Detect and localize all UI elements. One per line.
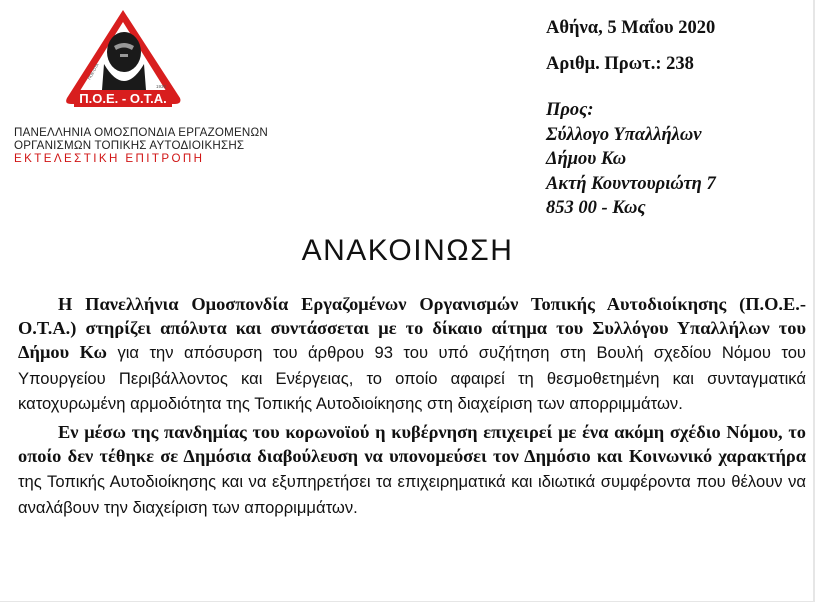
paragraph-2 xyxy=(18,420,806,520)
paragraph-1-bold: Η Πανελλήνια Ομοσπονδία Εργαζομένων Οργανισμών Τοπικής Αυτοδιοίκησης (Π.Ο.Ε.-Ο.Τ.Α.) στηρίζει απόλυτα και συντάσσεται με το δίκαιο αίτημα του Συλλόγου Υπαλλήλων του Δήμου Κω xyxy=(18,294,806,363)
logo-banner-text: Π.Ο.Ε. - Ο.Τ.Α. xyxy=(79,91,167,106)
protocol-number: Αριθμ. Πρωτ.: 238 xyxy=(546,54,694,74)
document-date: Αθήνα, 5 Μαΐου 2020 xyxy=(546,18,716,38)
paragraph-2-text: της Τοπικής Αυτοδιοίκησης και να εξυπηρετήσει τα επιχειρηματικά και ιδιωτικά συμφέροντα που θέλουν να αναλάβουν την διαχείριση των απορριμμάτων. xyxy=(18,472,806,517)
recipient-line-4: 853 00 - Κως xyxy=(546,198,646,218)
paragraph-1-text: για την απόσυρση του άρθρου 93 του υπό συζήτηση στη Βουλή σχεδίου Νόμου του Υπουργείου Περιβάλλοντος και Ενέργειας, το οποίο αφαιρεί τη θεσμοθετημένη και συνταγματικά κατοχυρωμένη αρμοδιότητα της Τοπικής Αυτοδιοίκησης στη διαχείριση των απορριμμάτων. xyxy=(18,343,806,413)
organization-executive-committee: ΕΚΤΕΛΕΣΤΙΚΗ ΕΠΙΤΡΟΠΗ xyxy=(14,152,205,165)
recipient-label: Προς: xyxy=(546,100,594,120)
poe-ota-logo xyxy=(60,6,186,118)
recipient-line-3: Ακτή Κουντουριώτη 7 xyxy=(546,173,716,194)
paragraph-2-bold: Εν μέσω της πανδημίας του κορωνοϊού η κυβέρνηση επιχειρεί με ένα ακόμη σχέδιο Νόμου, το οποίο δεν τέθηκε σε Δημόσια διαβούλευση να υπονομεύσει τον Δημόσιο και Κοινωνικό χαρακτήρα xyxy=(18,422,806,467)
recipient-line-2: Δήμου Κω xyxy=(546,149,627,169)
recipient-block xyxy=(546,98,716,221)
paragraph-1 xyxy=(18,292,806,416)
announcement-body xyxy=(18,292,806,524)
document-title: ΑΝΑΚΟΙΝΩΣΗ xyxy=(301,234,514,267)
organization-line-2: ΟΡΓΑΝΙΣΜΩΝ ΤΟΠΙΚΗΣ ΑΥΤΟΔΙΟΙΚΗΣΗΣ xyxy=(14,139,245,152)
organization-name xyxy=(14,126,274,165)
logo-side-text: ΠΟΕ-ΟΤΑ xyxy=(86,62,100,81)
organization-line-1: ΠΑΝΕΛΛΗΝΙΑ ΟΜΟΣΠΟΝΔΙΑ ΕΡΓΑΖΟΜΕΝΩΝ xyxy=(14,126,268,139)
recipient-line-1: Σύλλογο Υπαλλήλων xyxy=(546,124,702,145)
logo-year: 1930 xyxy=(156,84,167,89)
